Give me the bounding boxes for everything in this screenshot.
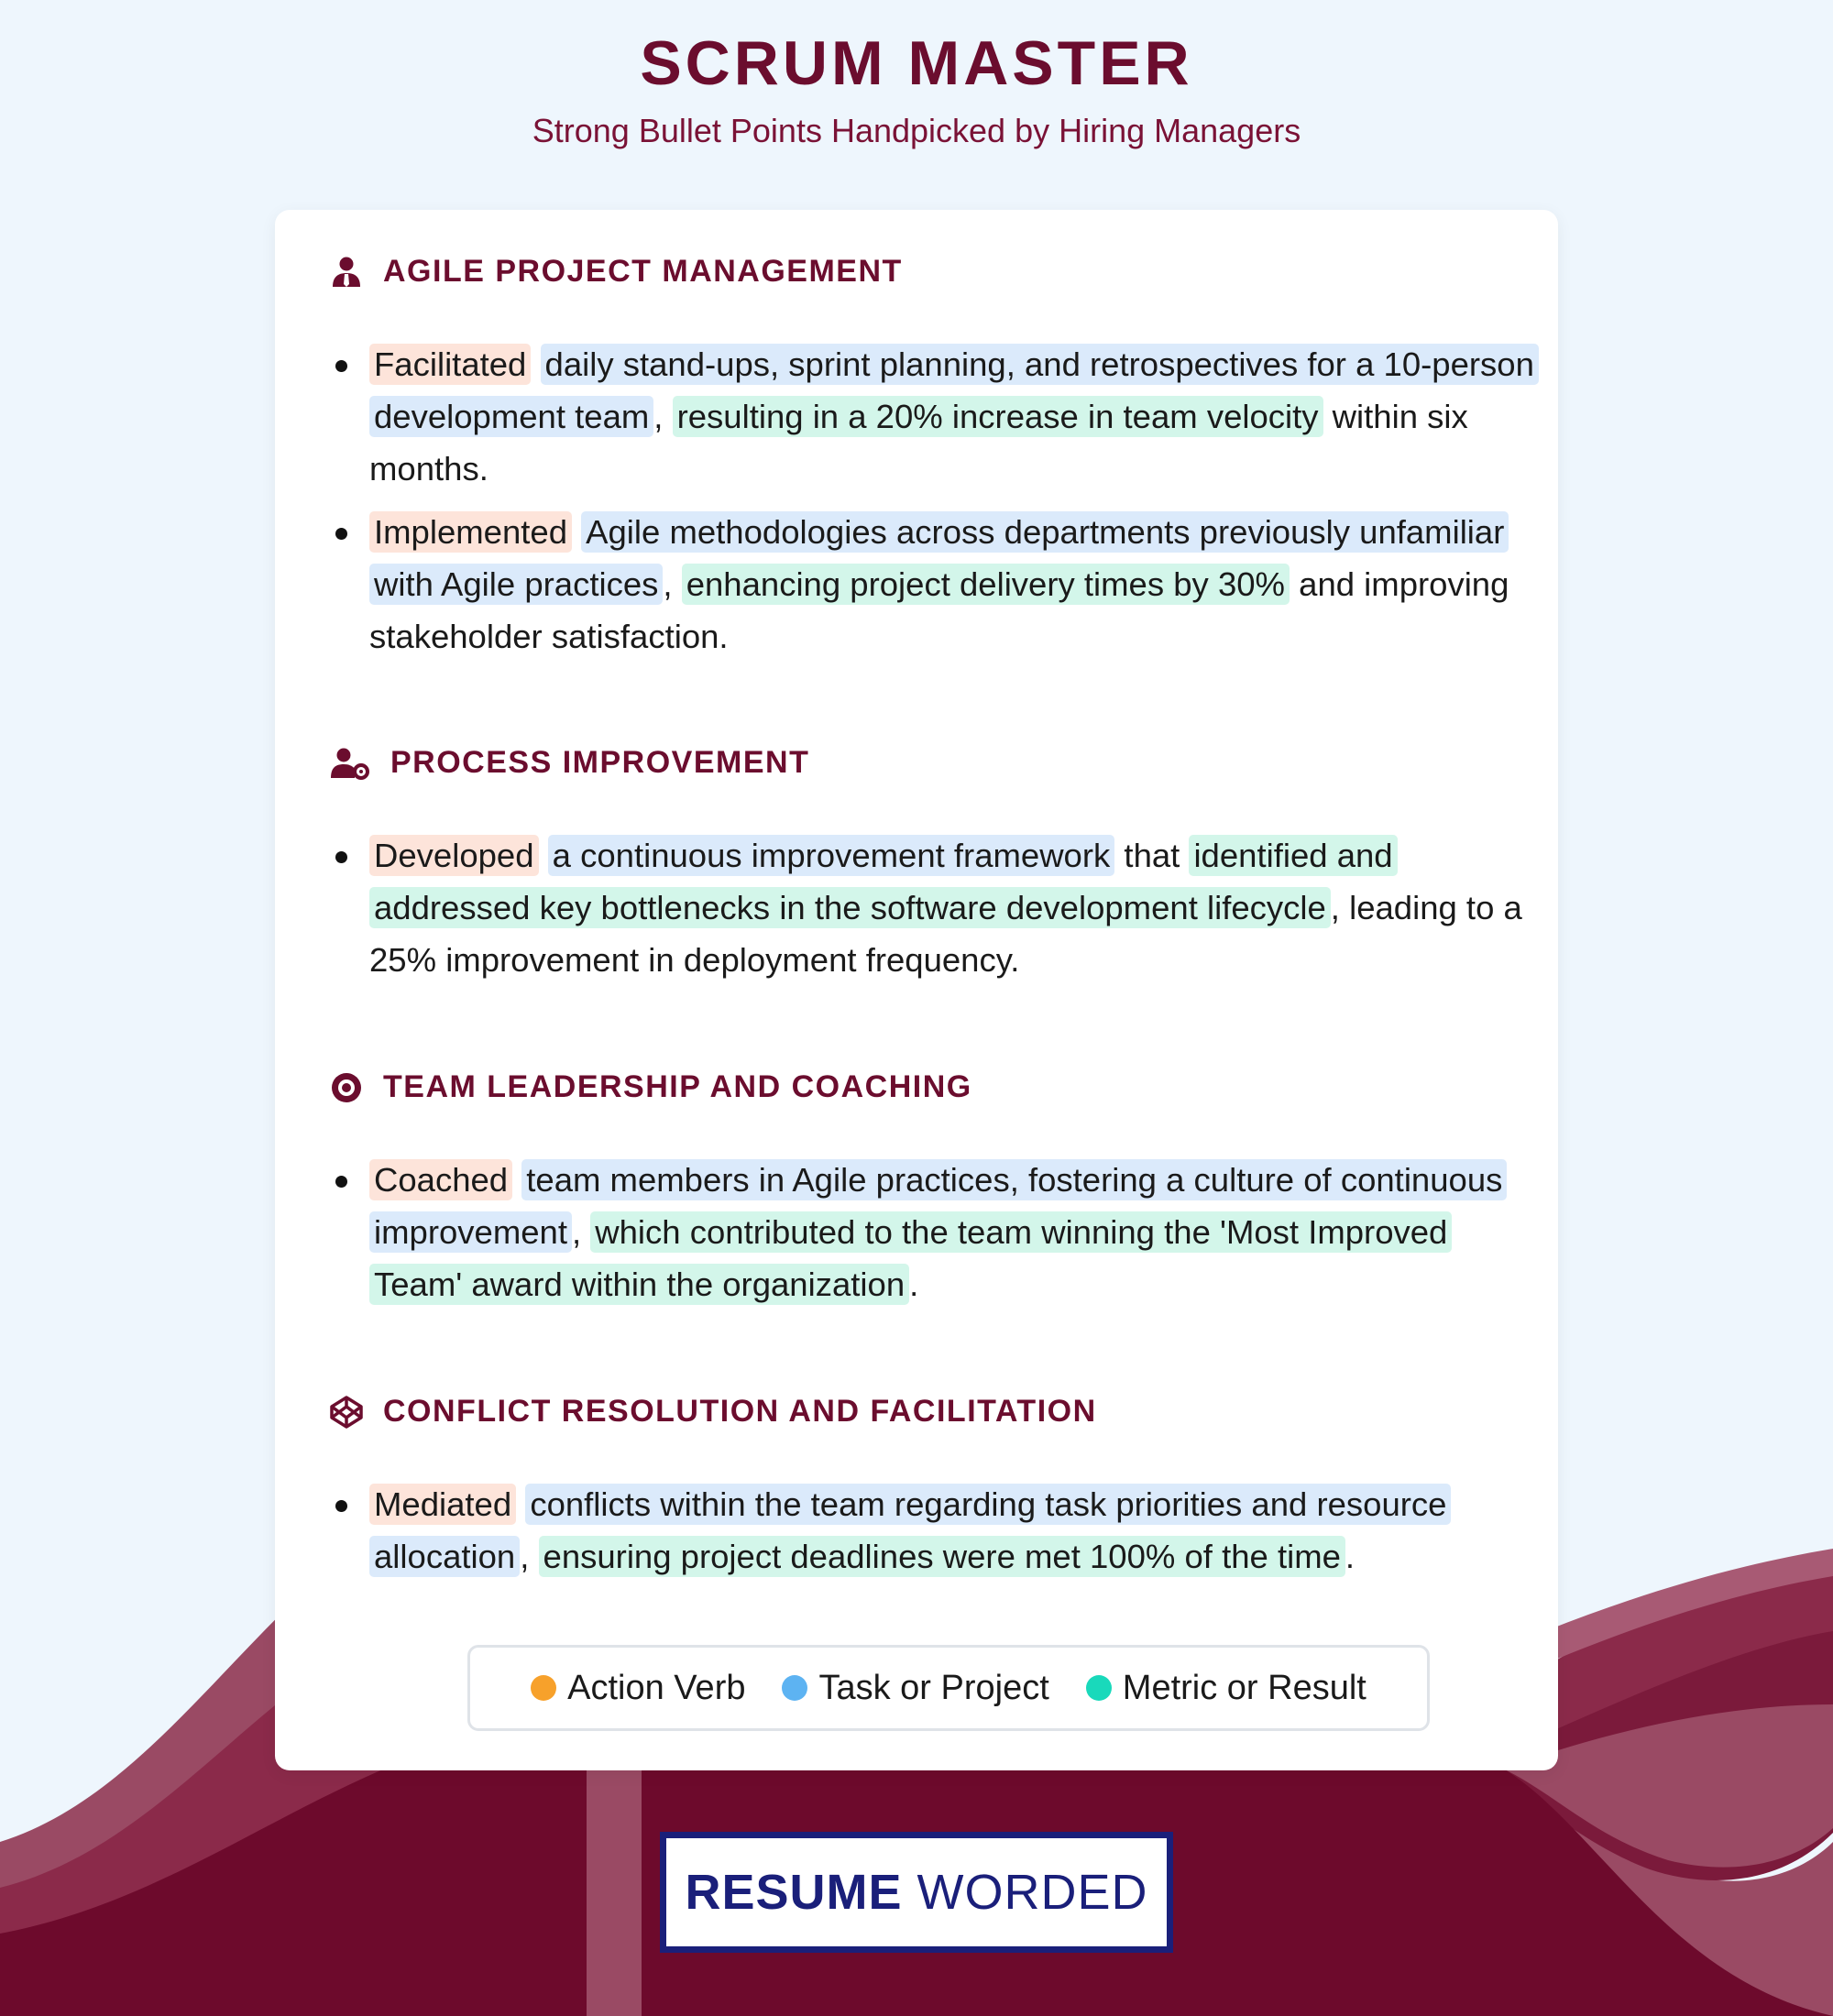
bullet-text — [369, 1154, 1536, 1310]
plain-text — [572, 513, 581, 551]
section-header-process — [330, 745, 809, 781]
section-title: AGILE PROJECT MANAGEMENT — [383, 254, 903, 289]
bullet-list — [335, 1478, 1536, 1594]
legend-label: Action Verb — [567, 1668, 746, 1707]
legend-label: Metric or Result — [1122, 1668, 1367, 1707]
plain-text — [516, 1485, 525, 1523]
plain-text: . — [909, 1265, 919, 1303]
plain-text: , — [520, 1538, 539, 1575]
bullet-dot — [335, 851, 347, 863]
page-subtitle: Strong Bullet Points Handpicked by Hiring Managers — [532, 112, 1301, 149]
plain-text — [531, 345, 540, 383]
bullet-card — [275, 210, 1558, 1770]
task-highlight: conflicts within the team regarding task priorities and resource allocation — [369, 1484, 1451, 1577]
bullet-item — [335, 338, 1536, 495]
bullet-dot — [335, 1176, 347, 1188]
bullet-item — [335, 1478, 1536, 1583]
bullet-dot — [335, 1500, 347, 1512]
metric-highlight: identified and addressed key bottlenecks in the software development lifecycle — [369, 835, 1398, 928]
user-gear-icon — [330, 747, 370, 780]
section-title: PROCESS IMPROVEMENT — [390, 745, 810, 780]
target-icon — [330, 1071, 363, 1104]
highlight-legend — [467, 1645, 1430, 1731]
metric-highlight: which contributed to the team winning the 'Most Improved Team' award within the organization — [369, 1211, 1452, 1305]
plain-text: within six months. — [369, 398, 1468, 488]
legend-item-task — [782, 1669, 1048, 1708]
legend-dot — [782, 1675, 807, 1701]
legend-dot — [1086, 1675, 1112, 1701]
section-header-agile — [330, 254, 903, 290]
bullet-text — [369, 1478, 1536, 1583]
page-title: SCRUM MASTER — [640, 28, 1193, 98]
plain-text: that — [1114, 837, 1190, 874]
action-verb-highlight: Coached — [369, 1159, 512, 1200]
bullet-text — [369, 506, 1536, 663]
action-verb-highlight: Mediated — [369, 1484, 516, 1525]
legend-item-action-verb — [531, 1669, 745, 1708]
bullet-list — [335, 1154, 1536, 1321]
bullet-item — [335, 829, 1536, 986]
task-highlight: a continuous improvement framework — [548, 835, 1115, 876]
legend-dot — [531, 1675, 556, 1701]
legend-label: Task or Project — [818, 1668, 1049, 1707]
metric-highlight: resulting in a 20% increase in team velocity — [673, 396, 1323, 437]
bullet-dot — [335, 360, 347, 372]
bullet-item — [335, 506, 1536, 663]
bullet-item — [335, 1154, 1536, 1310]
metric-highlight: enhancing project delivery times by 30% — [682, 564, 1290, 605]
logo-light-text: WORDED — [916, 1865, 1148, 1920]
action-verb-highlight: Developed — [369, 835, 539, 876]
plain-text: , leading to a 25% improvement in deployment frequency. — [369, 889, 1522, 979]
plain-text: and improving stakeholder satisfaction. — [369, 565, 1509, 655]
logo-bold-text: RESUME — [685, 1865, 903, 1920]
section-header-leadership — [330, 1069, 972, 1105]
plain-text — [512, 1161, 521, 1199]
section-title: CONFLICT RESOLUTION AND FACILITATION — [383, 1394, 1097, 1429]
section-header-conflict — [330, 1394, 1097, 1430]
section-title: TEAM LEADERSHIP AND COACHING — [383, 1069, 972, 1104]
user-tie-icon — [330, 256, 363, 289]
plain-text — [539, 837, 548, 874]
action-verb-highlight: Implemented — [369, 511, 572, 553]
metric-highlight: ensuring project deadlines were met 100% of the time — [539, 1536, 1345, 1577]
legend-item-metric — [1086, 1669, 1367, 1708]
task-highlight: Agile methodologies across departments previously unfamiliar with Agile practices — [369, 511, 1509, 605]
bullet-list — [335, 338, 1536, 674]
plain-text: , — [571, 1213, 591, 1251]
plain-text: , — [653, 398, 673, 435]
task-highlight: team members in Agile practices, fostering a culture of continuous improvement — [369, 1159, 1507, 1253]
action-verb-highlight: Facilitated — [369, 344, 531, 385]
codepen-icon — [330, 1396, 363, 1429]
plain-text: , — [663, 565, 682, 603]
task-highlight: daily stand-ups, sprint planning, and retrospectives for a 10-person development team — [369, 344, 1539, 437]
resume-worded-logo[interactable] — [660, 1832, 1173, 1953]
plain-text: . — [1345, 1538, 1356, 1575]
bullet-list — [335, 829, 1536, 997]
bullet-text — [369, 338, 1536, 495]
bullet-dot — [335, 528, 347, 540]
bullet-text — [369, 829, 1536, 986]
